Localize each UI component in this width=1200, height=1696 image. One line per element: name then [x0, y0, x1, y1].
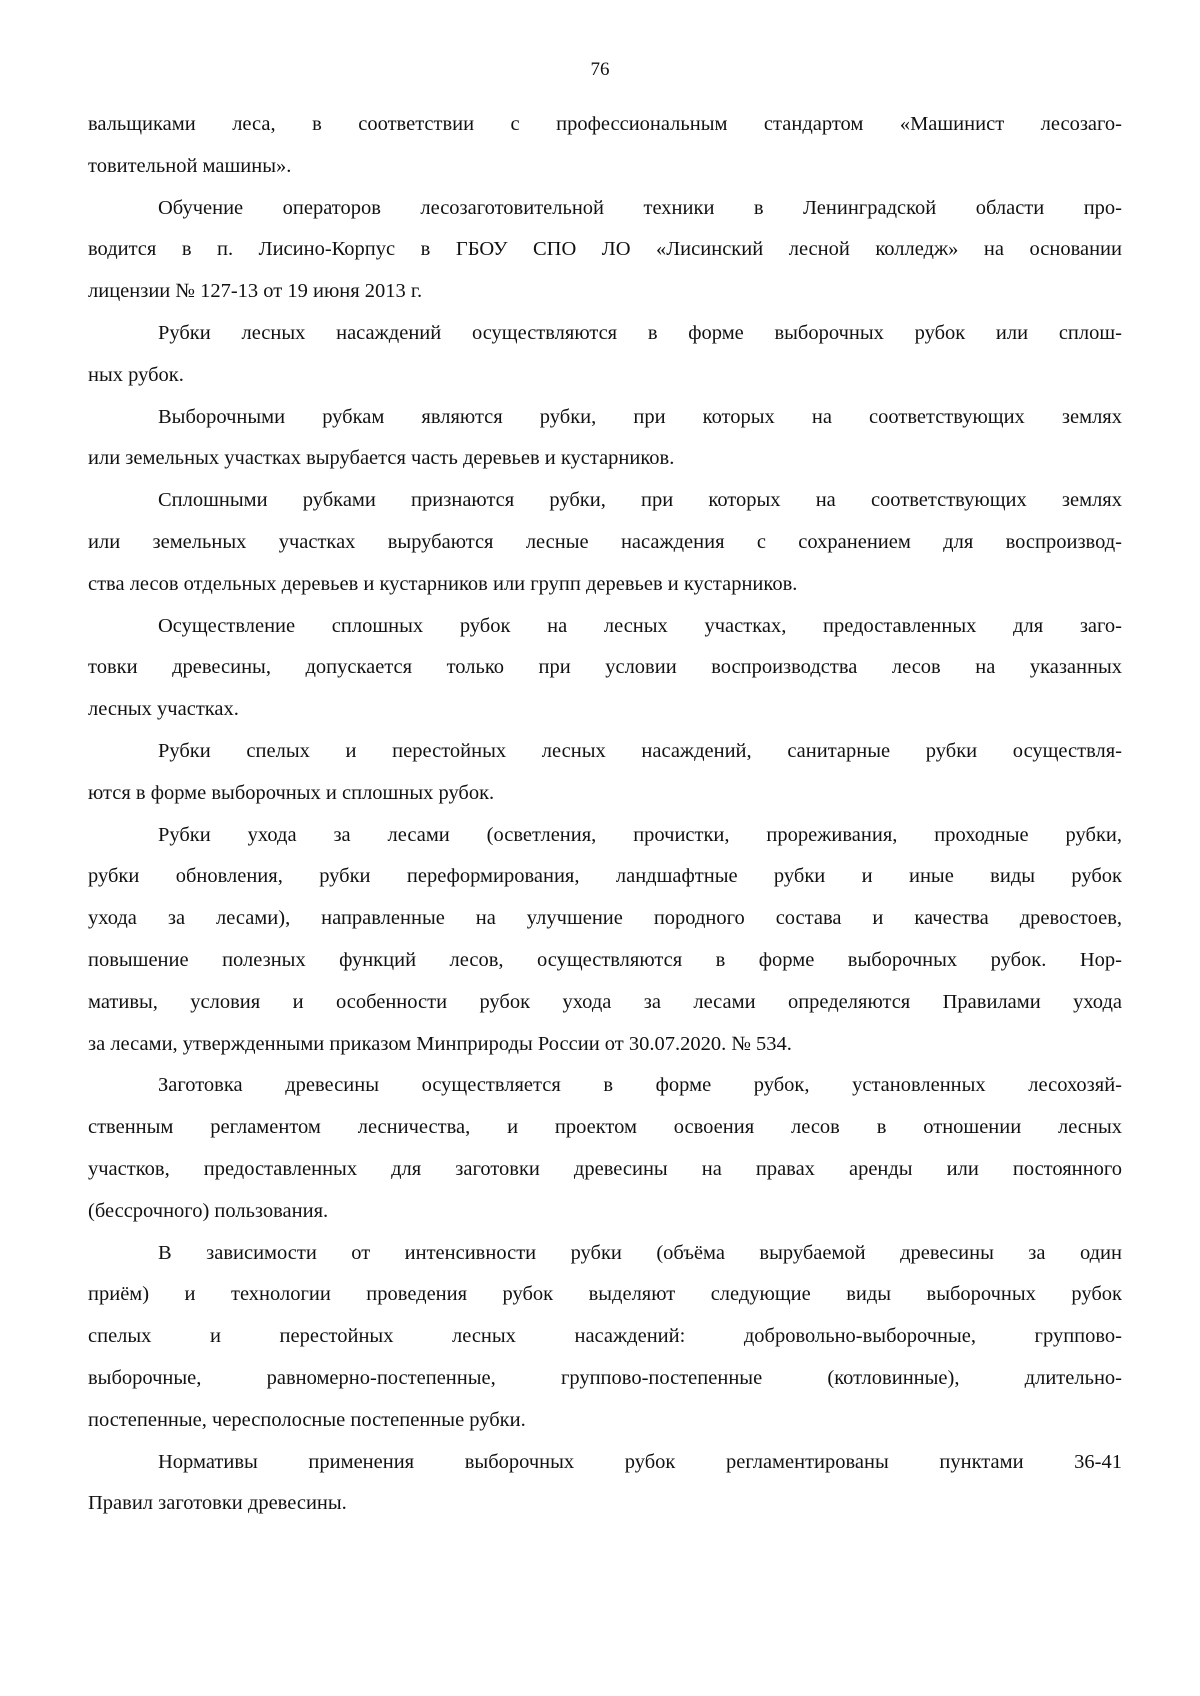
text-line: лесных участках.: [88, 698, 239, 721]
paragraph-first-line: Нормативы применения выборочных рубок регламентированы пунктами 36-41: [158, 1450, 1122, 1473]
text-line: выборочные, равномерно-постепенные, группово-постепенные (котловинные), длительно-: [88, 1366, 1122, 1389]
text-line: вальщиками леса, в соответствии с профессиональным стандартом «Машинист лесозаго-: [88, 113, 1122, 135]
paragraph-first-line: Рубки спелых и перестойных лесных насаждений, санитарные рубки осуществля-: [158, 739, 1122, 762]
body-text: [88, 104, 1122, 1525]
text-line: ных рубок.: [88, 363, 184, 386]
paragraph-first-line: Осуществление сплошных рубок на лесных участках, предоставленных для заго-: [158, 614, 1122, 637]
text-line: постепенные, чересполосные постепенные рубки.: [88, 1408, 526, 1431]
text-line: водится в п. Лисино-Корпус в ГБОУ СПО ЛО «Лисинский лесной колледж» на основании: [88, 238, 1122, 261]
text-line: ственным регламентом лесничества, и проектом освоения лесов в отношении лесных: [88, 1116, 1122, 1139]
text-line: спелых и перестойных лесных насаждений: добровольно-выборочные, группово-: [88, 1325, 1122, 1348]
text-line: ухода за лесами), направленные на улучшение породного состава и качества древостоев,: [88, 907, 1122, 930]
text-line: мативы, условия и особенности рубок ухода за лесами определяются Правилами ухода: [88, 990, 1122, 1013]
text-line: участков, предоставленных для заготовки древесины на правах аренды или постоянного: [88, 1157, 1122, 1180]
paragraph-first-line: Сплошными рубками признаются рубки, при которых на соответствующих землях: [158, 489, 1122, 512]
text-line: рубки обновления, рубки переформирования, ландшафтные рубки и иные виды рубок: [88, 865, 1122, 888]
paragraph-first-line: В зависимости от интенсивности рубки (объёма вырубаемой древесины за один: [158, 1241, 1122, 1264]
paragraph-first-line: Рубки лесных насаждений осуществляются в форме выборочных рубок или сплош-: [158, 321, 1122, 344]
text-line: (бессрочного) пользования.: [88, 1199, 329, 1222]
page-number: 76: [590, 59, 610, 80]
text-line: или земельных участках вырубаются лесные насаждения с сохранением для воспроизвод-: [88, 530, 1122, 553]
text-line: приём) и технологии проведения рубок выделяют следующие виды выборочных рубок: [88, 1283, 1122, 1306]
text-line: товки древесины, допускается только при условии воспроизводства лесов на указанных: [88, 656, 1122, 679]
text-line: ства лесов отдельных деревьев и кустарников или групп деревьев и кустарников.: [88, 572, 798, 595]
paragraph-first-line: Выборочными рубкам являются рубки, при которых на соответствующих землях: [158, 405, 1122, 428]
paragraph-first-line: Рубки ухода за лесами (осветления, прочистки, прореживания, проходные рубки,: [158, 823, 1122, 846]
text-line: Правил заготовки древесины.: [88, 1492, 347, 1515]
text-line: повышение полезных функций лесов, осуществляются в форме выборочных рубок. Нор-: [88, 948, 1122, 971]
paragraph-first-line: Заготовка древесины осуществляется в форме рубок, установленных лесохозяй-: [158, 1074, 1122, 1097]
text-line: товительной машины».: [88, 154, 292, 177]
paragraph-first-line: Обучение операторов лесозаготовительной техники в Ленинградской области про-: [158, 196, 1122, 219]
text-line: за лесами, утвержденными приказом Минприроды России от 30.07.2020. № 534.: [88, 1032, 792, 1055]
text-line: или земельных участках вырубается часть деревьев и кустарников.: [88, 447, 675, 470]
text-line: лицензии № 127-13 от 19 июня 2013 г.: [88, 280, 423, 303]
text-line: ются в форме выборочных и сплошных рубок.: [88, 781, 495, 804]
